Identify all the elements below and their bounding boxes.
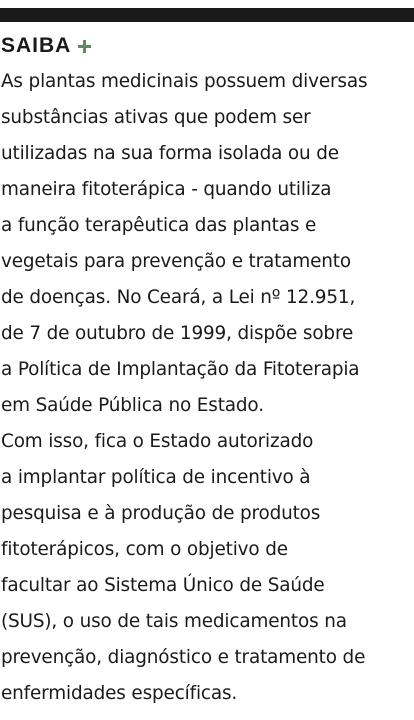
text-line: a implantar política de incentivo à <box>1 467 311 488</box>
plus-icon <box>78 40 91 53</box>
section-title: SAIBA <box>1 34 72 57</box>
text-line: fitoterápicos, com o objetivo de <box>1 539 288 560</box>
text-line: Com isso, fica o Estado autorizado <box>1 431 314 452</box>
text-line: a Política de Implantação da Fitoterapia <box>1 359 360 380</box>
text-line: substâncias ativas que podem ser <box>1 107 311 128</box>
text-line: de doenças. No Ceará, a Lei nº 12.951, <box>1 287 356 308</box>
text-line: a função terapêutica das plantas e <box>1 215 317 236</box>
article-body <box>1 64 414 712</box>
text-line: utilizadas na sua forma isolada ou de <box>1 143 339 164</box>
text-line: em Saúde Pública no Estado. <box>1 395 264 416</box>
text-line: enfermidades específicas. <box>1 683 238 704</box>
text-line: (SUS), o uso de tais medicamentos na <box>1 611 347 632</box>
text-line: As plantas medicinais possuem diversas <box>1 71 368 92</box>
text-line: maneira fitoterápica - quando utiliza <box>1 179 332 200</box>
text-line: vegetais para prevenção e tratamento <box>1 251 351 272</box>
text-line: facultar ao Sistema Único de Saúde <box>1 575 325 596</box>
section-header <box>1 33 91 59</box>
text-line: pesquisa e à produção de produtos <box>1 503 321 524</box>
text-line: prevenção, diagnóstico e tratamento de <box>1 647 366 668</box>
text-line: de 7 de outubro de 1999, dispõe sobre <box>1 323 354 344</box>
top-divider-bar <box>0 8 414 22</box>
